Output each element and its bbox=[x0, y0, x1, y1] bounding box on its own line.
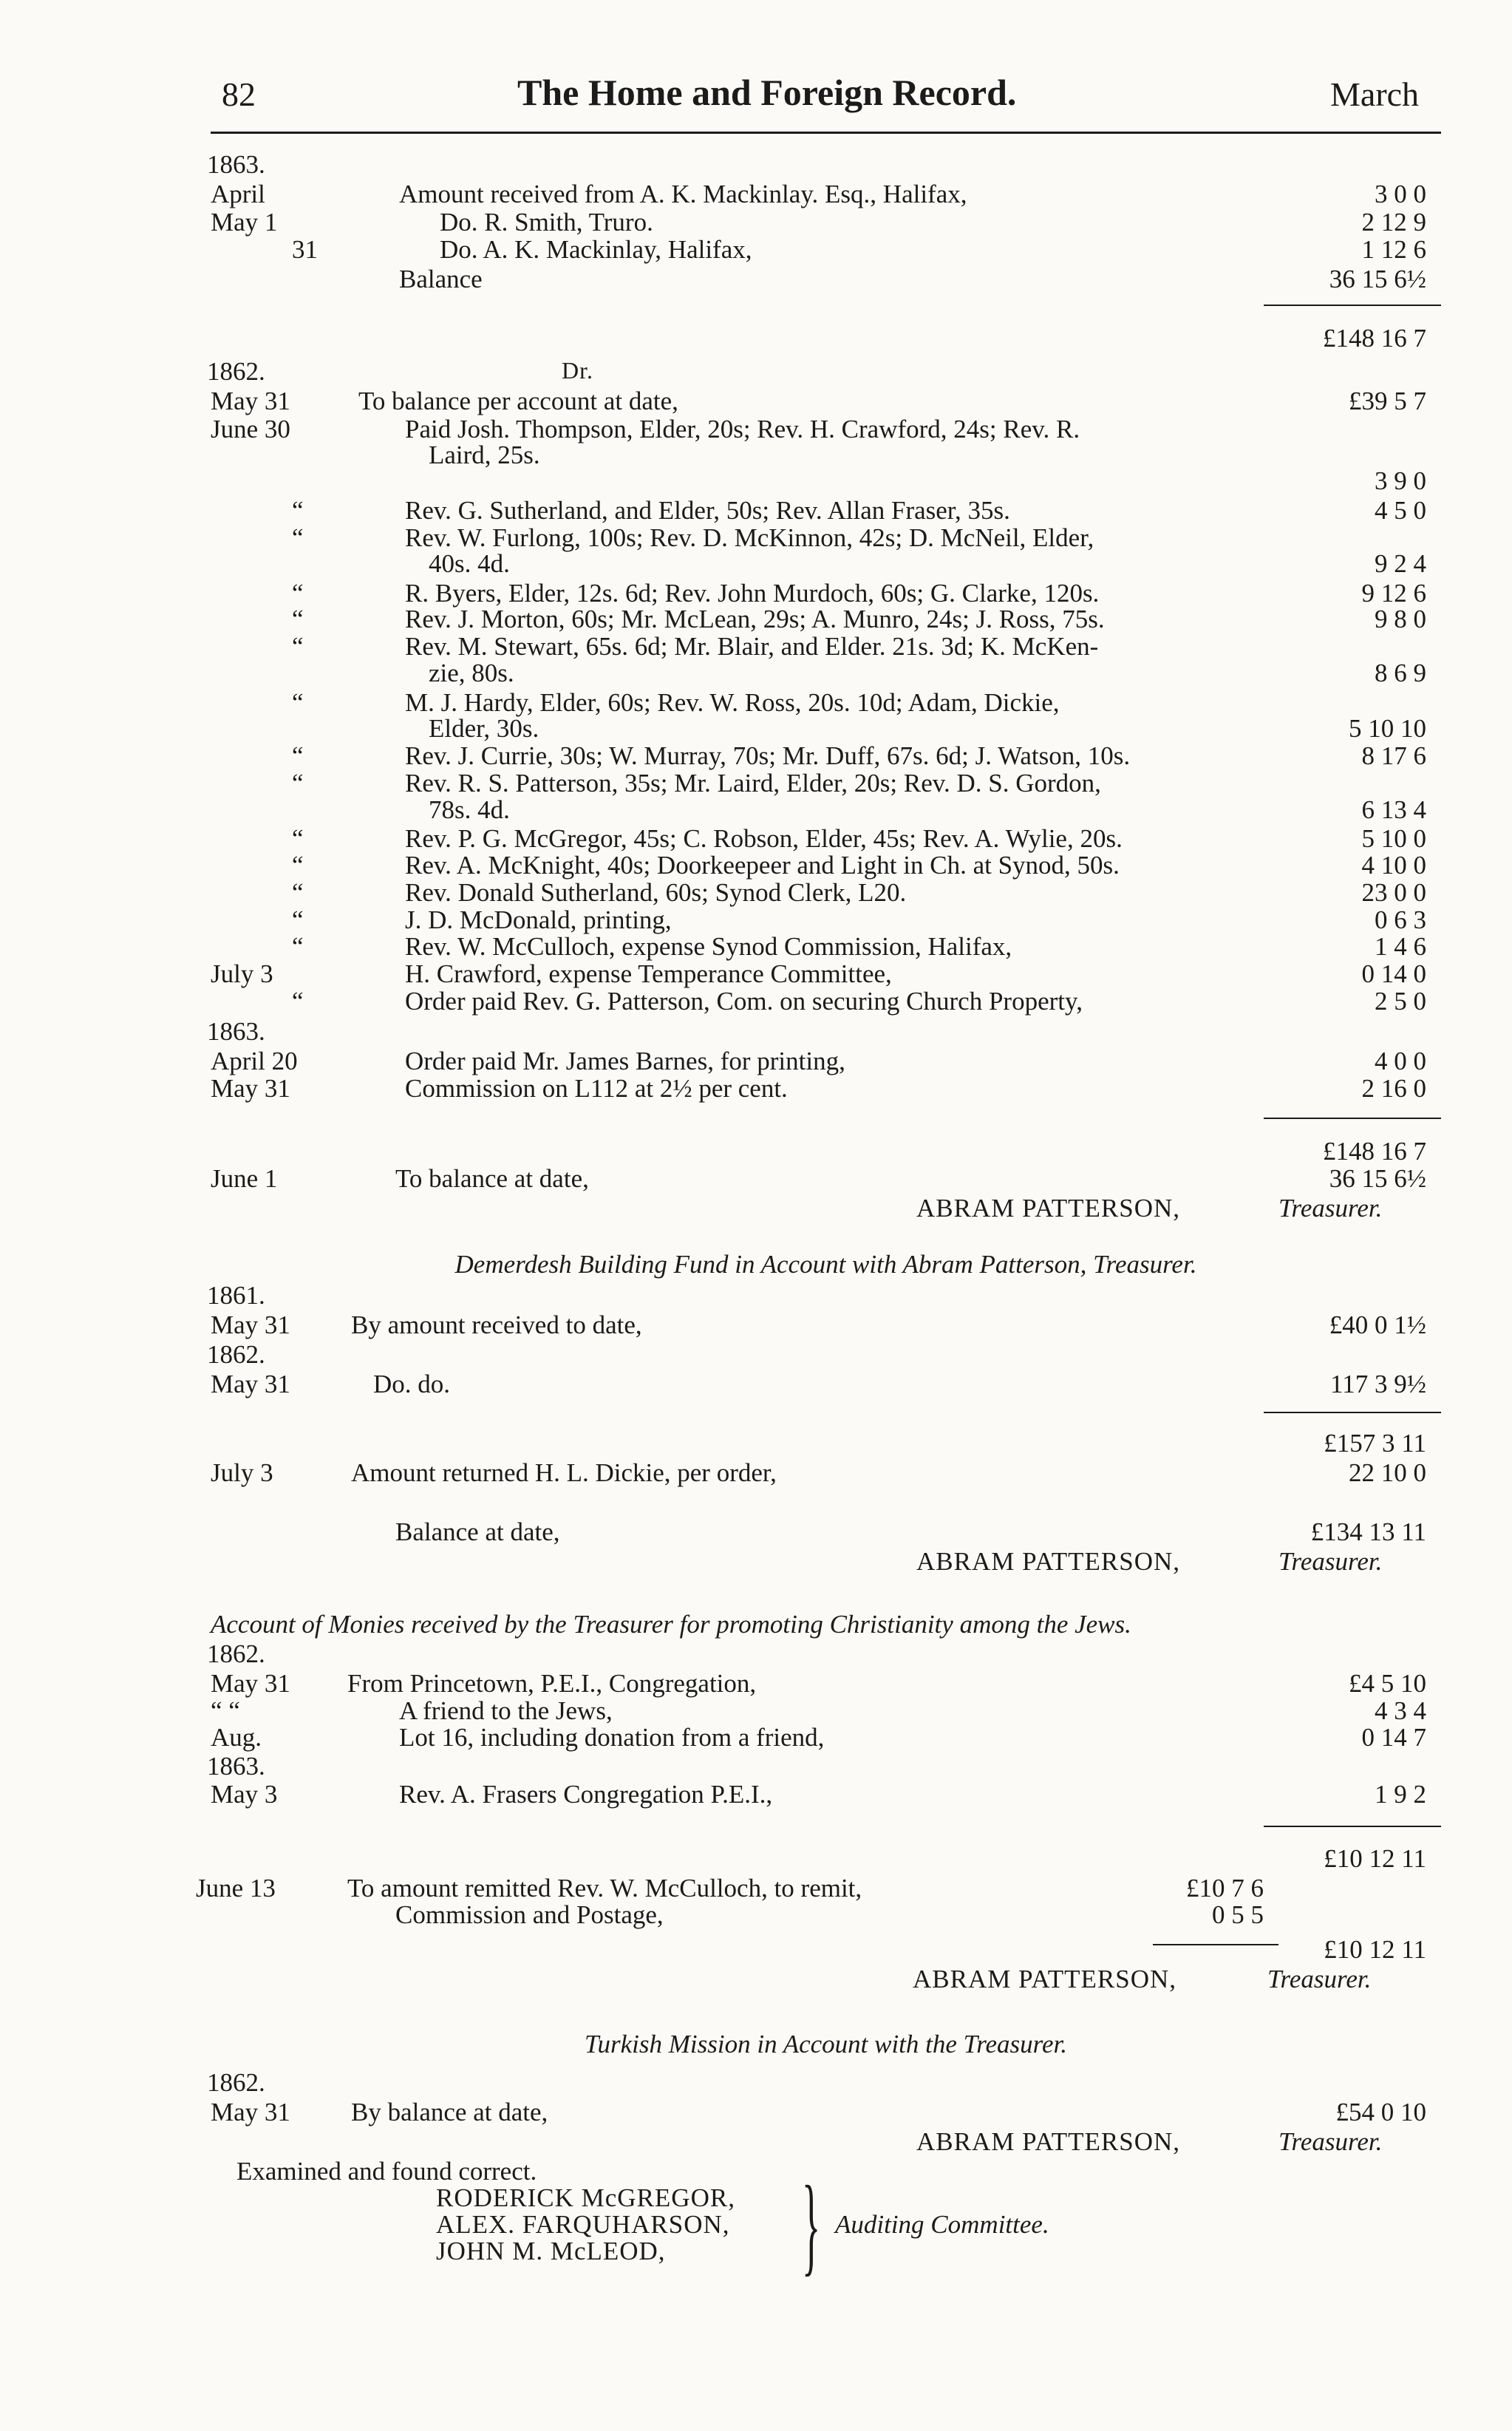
entry-amount: 23 0 0 bbox=[1361, 878, 1426, 907]
ditto-mark: “ bbox=[292, 878, 304, 907]
entry-description: A friend to the Jews, bbox=[399, 1696, 613, 1725]
entry-description: R. Byers, Elder, 12s. 6d; Rev. John Murdoch, 60s; G. Clarke, 120s. bbox=[405, 579, 1100, 608]
ditto-mark: “ bbox=[292, 496, 304, 525]
entry-description: J. D. McDonald, printing, bbox=[405, 905, 672, 934]
entry-description-cont: Laird, 25s. bbox=[429, 441, 540, 469]
entry-amount: 6 13 4 bbox=[1361, 795, 1426, 824]
entry-description: To balance per account at date, bbox=[358, 387, 678, 415]
entry-description: Amount received from A. K. Mackinlay. Esq., Halifax, bbox=[399, 180, 967, 208]
entry-amount: £39 5 7 bbox=[1349, 387, 1426, 415]
entry-description: Balance bbox=[399, 265, 483, 293]
section-heading: Account of Monies received by the Treasurer for promoting Christianity among the Jews. bbox=[211, 1610, 1131, 1639]
entry-date: June 30 bbox=[211, 415, 290, 443]
entry-description: Commission on L112 at 2½ per cent. bbox=[405, 1074, 788, 1103]
entry-amount: £134 13 11 bbox=[1310, 1517, 1426, 1546]
year-label: 1862. bbox=[207, 357, 265, 386]
entry-date: July 3 bbox=[211, 1458, 273, 1487]
treasurer-title: Treasurer. bbox=[1278, 1547, 1383, 1576]
total-rule bbox=[1264, 1412, 1441, 1413]
entry-date: May 31 bbox=[211, 387, 290, 415]
treasurer-title: Treasurer. bbox=[1278, 1194, 1383, 1223]
auditor-name: ALEX. FARQUHARSON, bbox=[436, 2210, 730, 2239]
entry-amount: 4 3 4 bbox=[1375, 1696, 1426, 1725]
ditto-mark: “ bbox=[292, 905, 304, 934]
entry-date: May 31 bbox=[211, 2098, 290, 2126]
total-amount: £10 12 11 bbox=[1324, 1935, 1426, 1964]
journal-title: The Home and Foreign Record. bbox=[517, 72, 1017, 113]
ditto-mark: “ bbox=[292, 741, 304, 770]
year-label: 1863. bbox=[207, 1017, 265, 1046]
section-heading: Turkish Mission in Account with the Treasurer. bbox=[584, 2030, 1068, 2058]
entry-amount: £4 5 10 bbox=[1349, 1669, 1426, 1698]
entry-amount: 5 10 10 bbox=[1349, 714, 1426, 743]
treasurer-name: ABRAM PATTERSON, bbox=[913, 1965, 1177, 1993]
entry-date: April 20 bbox=[211, 1047, 298, 1075]
treasurer-name: ABRAM PATTERSON, bbox=[916, 2127, 1181, 2156]
treasurer-name: ABRAM PATTERSON, bbox=[916, 1547, 1181, 1576]
entry-date: May 31 bbox=[211, 1370, 290, 1398]
entry-amount: 1 4 6 bbox=[1375, 932, 1426, 961]
entry-amount: 9 2 4 bbox=[1375, 549, 1426, 578]
entry-description: By amount received to date, bbox=[351, 1310, 642, 1339]
entry-amount: 8 6 9 bbox=[1375, 659, 1426, 687]
entry-description: H. Crawford, expense Temperance Committee, bbox=[405, 959, 892, 988]
ditto-mark: “ bbox=[292, 824, 304, 853]
entry-amount: 9 8 0 bbox=[1375, 605, 1426, 633]
treasurer-title: Treasurer. bbox=[1267, 1965, 1372, 1993]
entry-description: Order paid Mr. James Barnes, for printing, bbox=[405, 1047, 845, 1075]
entry-description: Rev. J. Currie, 30s; W. Murray, 70s; Mr. Duff, 67s. 6d; J. Watson, 10s. bbox=[405, 741, 1131, 770]
ditto-mark: “ bbox=[292, 523, 304, 552]
year-label: 1862. bbox=[207, 2068, 265, 2097]
entry-description: Amount returned H. L. Dickie, per order, bbox=[351, 1458, 777, 1487]
ditto-mark: “ bbox=[292, 769, 304, 798]
page-number: 82 bbox=[222, 75, 256, 113]
entry-description: Rev. J. Morton, 60s; Mr. McLean, 29s; A. Munro, 24s; J. Ross, 75s. bbox=[405, 605, 1105, 633]
entry-amount: £40 0 1½ bbox=[1329, 1310, 1426, 1339]
entry-amount: 2 5 0 bbox=[1375, 987, 1426, 1016]
entry-description: Commission and Postage, bbox=[395, 1900, 664, 1929]
year-label: 1862. bbox=[207, 1340, 265, 1369]
entry-description: M. J. Hardy, Elder, 60s; Rev. W. Ross, 20s. 10d; Adam, Dickie, bbox=[405, 688, 1060, 717]
total-rule bbox=[1264, 305, 1441, 306]
total-amount: £10 12 11 bbox=[1324, 1844, 1426, 1873]
auditor-name: JOHN M. McLEOD, bbox=[436, 2237, 666, 2265]
entry-amount: 4 0 0 bbox=[1375, 1047, 1426, 1075]
entry-description: To amount remitted Rev. W. McCulloch, to remit, bbox=[347, 1874, 862, 1903]
entry-description: Do. do. bbox=[373, 1370, 451, 1398]
entry-amount: 117 3 9½ bbox=[1330, 1370, 1426, 1398]
entry-description-cont: Elder, 30s. bbox=[429, 714, 539, 743]
brace-glyph: } bbox=[802, 2163, 821, 2286]
entry-amount: 1 9 2 bbox=[1375, 1780, 1426, 1809]
header-month: March bbox=[1330, 75, 1420, 113]
entry-amount: £54 0 10 bbox=[1335, 2098, 1426, 2126]
entry-description-cont: 40s. 4d. bbox=[429, 549, 510, 578]
entry-amount: 0 14 0 bbox=[1361, 959, 1426, 988]
entry-description: Rev. M. Stewart, 65s. 6d; Mr. Blair, and Elder. 21s. 3d; K. McKen- bbox=[405, 632, 1099, 661]
entry-date: July 3 bbox=[211, 959, 273, 988]
entry-amount: 4 5 0 bbox=[1375, 496, 1426, 525]
entry-description: Rev. G. Sutherland, and Elder, 50s; Rev. Allan Fraser, 35s. bbox=[405, 496, 1010, 525]
entry-description: Do. A. K. Mackinlay, Halifax, bbox=[440, 235, 752, 264]
header-rule bbox=[211, 132, 1441, 134]
ditto-mark: “ bbox=[292, 688, 304, 717]
entry-description: From Princetown, P.E.I., Congregation, bbox=[347, 1669, 757, 1698]
year-label: 1863. bbox=[207, 1752, 265, 1781]
entry-description-cont: 78s. 4d. bbox=[429, 795, 510, 824]
entry-amount: 2 12 9 bbox=[1361, 208, 1426, 237]
ditto-mark: “ bbox=[292, 987, 304, 1016]
dr-label: Dr. bbox=[562, 357, 593, 384]
total-amount: £157 3 11 bbox=[1324, 1429, 1426, 1458]
ditto-mark: “ bbox=[292, 932, 304, 961]
year-label: 1861. bbox=[207, 1281, 265, 1310]
ditto-mark: “ bbox=[292, 851, 304, 880]
total-rule bbox=[1264, 1118, 1441, 1119]
entry-amount: 22 10 0 bbox=[1349, 1458, 1426, 1487]
entry-amount: 36 15 6½ bbox=[1329, 265, 1426, 293]
entry-date: May 3 bbox=[211, 1780, 278, 1809]
entry-date: May 31 bbox=[211, 1310, 290, 1339]
entry-date: Aug. bbox=[211, 1723, 262, 1752]
ditto-mark: “ bbox=[292, 632, 304, 661]
ditto-mark: “ bbox=[292, 605, 304, 633]
entry-description: By balance at date, bbox=[351, 2098, 548, 2126]
year-label: 1863. bbox=[207, 150, 265, 179]
committee-label: Auditing Committee. bbox=[835, 2210, 1049, 2239]
treasurer-name: ABRAM PATTERSON, bbox=[916, 1194, 1181, 1223]
entry-amount: 1 12 6 bbox=[1361, 235, 1426, 264]
audit-statement: Examined and found correct. bbox=[236, 2157, 537, 2186]
entry-description: Rev. A. Frasers Congregation P.E.I., bbox=[399, 1780, 773, 1809]
year-label: 1862. bbox=[207, 1639, 265, 1668]
entry-amount: 36 15 6½ bbox=[1329, 1164, 1426, 1193]
entry-description: Balance at date, bbox=[395, 1517, 560, 1546]
entry-description: Order paid Rev. G. Patterson, Com. on securing Church Property, bbox=[405, 987, 1083, 1016]
entry-description: Rev. A. McKnight, 40s; Doorkeepeer and Light in Ch. at Synod, 50s. bbox=[405, 851, 1120, 880]
total-amount: £148 16 7 bbox=[1323, 1137, 1426, 1166]
entry-description: Rev. W. McCulloch, expense Synod Commission, Halifax, bbox=[405, 932, 1012, 961]
total-rule bbox=[1264, 1826, 1441, 1827]
entry-amount: 8 17 6 bbox=[1361, 741, 1426, 770]
total-amount: £148 16 7 bbox=[1323, 324, 1426, 353]
entry-date: May 31 bbox=[211, 1074, 290, 1103]
entry-date: April bbox=[211, 180, 265, 208]
entry-description: Do. R. Smith, Truro. bbox=[440, 208, 653, 237]
entry-date: June 1 bbox=[211, 1164, 278, 1193]
entry-amount: 2 16 0 bbox=[1361, 1074, 1426, 1103]
entry-description: Lot 16, including donation from a friend, bbox=[399, 1723, 825, 1752]
entry-date: June 13 bbox=[196, 1874, 276, 1903]
entry-description: Rev. R. S. Patterson, 35s; Mr. Laird, Elder, 20s; Rev. D. S. Gordon, bbox=[405, 769, 1101, 798]
entry-amount: 9 12 6 bbox=[1361, 579, 1426, 608]
entry-date: May 1 bbox=[211, 208, 278, 237]
entry-date: 31 bbox=[292, 235, 318, 264]
entry-amount: 5 10 0 bbox=[1361, 824, 1426, 853]
entry-description-cont: zie, 80s. bbox=[429, 659, 514, 687]
entry-description: Rev. Donald Sutherland, 60s; Synod Clerk, L20. bbox=[405, 878, 907, 907]
entry-amount: £10 7 6 bbox=[1186, 1874, 1264, 1903]
entry-amount: 0 5 5 bbox=[1212, 1900, 1264, 1929]
entry-amount: 0 14 7 bbox=[1361, 1723, 1426, 1752]
entry-date: May 31 bbox=[211, 1669, 290, 1698]
treasurer-title: Treasurer. bbox=[1278, 2127, 1383, 2156]
entry-description: Rev. P. G. McGregor, 45s; C. Robson, Elder, 45s; Rev. A. Wylie, 20s. bbox=[405, 824, 1123, 853]
entry-amount: 3 0 0 bbox=[1375, 180, 1426, 208]
ditto-mark: “ “ bbox=[211, 1696, 240, 1725]
entry-description: To balance at date, bbox=[395, 1164, 589, 1193]
entry-description: Paid Josh. Thompson, Elder, 20s; Rev. H. Crawford, 24s; Rev. R. bbox=[405, 415, 1080, 443]
auditor-name: RODERICK McGREGOR, bbox=[436, 2183, 735, 2212]
entry-amount: 3 9 0 bbox=[1375, 466, 1426, 495]
section-heading: Demerdesh Building Fund in Account with Abram Patterson, Treasurer. bbox=[454, 1250, 1197, 1279]
entry-amount: 4 10 0 bbox=[1361, 851, 1426, 880]
ditto-mark: “ bbox=[292, 579, 304, 608]
entry-amount: 0 6 3 bbox=[1375, 905, 1426, 934]
entry-description: Rev. W. Furlong, 100s; Rev. D. McKinnon, 42s; D. McNeil, Elder, bbox=[405, 523, 1094, 552]
